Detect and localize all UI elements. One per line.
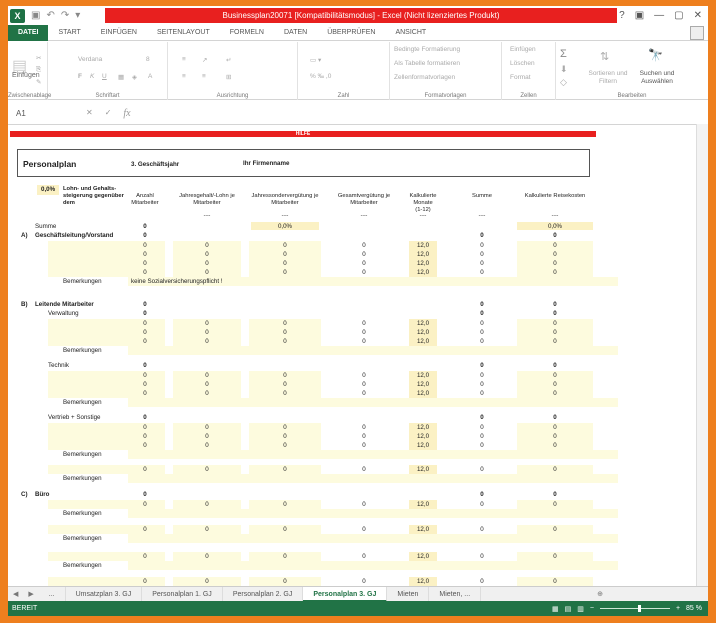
sheet-tab-personalplan-1[interactable]: Personalplan 1. GJ — [142, 587, 223, 602]
cell-salary[interactable]: 0 — [205, 328, 209, 336]
cell-sum: 0 — [480, 525, 484, 533]
close-icon[interactable]: ✕ — [693, 10, 702, 21]
cell-months[interactable]: 12,0 — [416, 268, 430, 276]
section-letter: A) — [21, 232, 28, 239]
help-icon[interactable]: ? — [619, 10, 625, 21]
group-label-editing: Bearbeiten — [617, 93, 647, 99]
cell-travel[interactable]: 0 — [553, 268, 557, 276]
remark-label: Bemerkungen — [63, 509, 102, 517]
prev-sheet-icon[interactable]: ◀ — [13, 591, 19, 598]
cell-bonus[interactable]: 0 — [283, 465, 287, 473]
subtotal-travel: 0 — [553, 414, 557, 421]
align-top-icon[interactable]: ≡ — [182, 56, 186, 63]
cell-bonus[interactable]: 0 — [283, 250, 287, 258]
fill-color-icon[interactable]: ◈ — [132, 74, 137, 81]
cell-sum: 0 — [480, 328, 484, 336]
zoom-level[interactable]: 85 % — [686, 605, 702, 612]
cell-travel[interactable]: 0 — [553, 432, 557, 440]
font-size-select[interactable]: 8 — [146, 56, 150, 63]
window-controls — [619, 6, 706, 25]
group-clipboard — [8, 42, 52, 100]
tab-data[interactable]: DATEN — [283, 28, 308, 36]
group-label-cells: Zellen — [520, 93, 537, 99]
group-label-styles: Formatvorlagen — [424, 93, 467, 99]
group-font — [48, 42, 168, 100]
enter-icon[interactable]: ✓ — [104, 107, 112, 117]
sheet-tab-mieten[interactable]: Mieten — [387, 587, 429, 602]
cell-salary[interactable]: 0 — [205, 432, 209, 440]
cell-sum: 0 — [480, 371, 484, 379]
page-title: Personalplan — [23, 159, 77, 169]
title-bar — [8, 6, 708, 25]
column-header: Jahressondervergütung je Mitarbeiter — [251, 193, 319, 206]
section-name: Büro — [35, 491, 50, 498]
cell-salary[interactable]: 0 — [205, 250, 209, 258]
cell-total: 0 — [362, 389, 366, 397]
cell-sum: 0 — [480, 423, 484, 431]
cell-bonus[interactable]: 0 — [283, 552, 287, 560]
italic-icon[interactable]: K — [90, 73, 95, 80]
font-color-icon[interactable]: A — [148, 73, 153, 80]
cell-sum: 0 — [480, 552, 484, 560]
cell-bonus[interactable]: 0 — [283, 525, 287, 533]
salary-increase-label: Lohn- und Gehalts-steigerung gegenüber dem — [63, 186, 124, 206]
status-bar — [8, 601, 708, 616]
cell-count[interactable]: 0 — [143, 250, 147, 258]
cell-bonus[interactable]: 0 — [283, 371, 287, 379]
cell-sum: 0 — [480, 250, 484, 258]
group-alignment — [168, 42, 298, 100]
subtotal-sum: 0 — [480, 414, 484, 421]
cell-months[interactable]: 12,0 — [416, 552, 430, 560]
cell-count[interactable]: 0 — [143, 432, 147, 440]
cell-months[interactable]: 12,0 — [416, 328, 430, 336]
format-painter-icon[interactable]: ✎ — [36, 79, 42, 86]
cell-salary[interactable]: 0 — [205, 268, 209, 276]
remark-label: Bemerkungen — [63, 450, 102, 458]
vertical-scrollbar[interactable] — [696, 124, 708, 586]
cell-total: 0 — [362, 552, 366, 560]
subgroup-label: Verwaltung — [48, 310, 79, 317]
cell-salary[interactable]: 0 — [205, 500, 209, 508]
cell-months[interactable]: 12,0 — [416, 259, 430, 267]
border-icon[interactable]: ▦ — [118, 74, 125, 81]
redo-icon[interactable]: ↷ — [60, 10, 70, 21]
cell-count[interactable]: 0 — [143, 241, 147, 249]
align-left-icon[interactable]: ≡ — [182, 73, 186, 80]
summe-travel-pct: 0,0% — [547, 223, 563, 230]
cell-count[interactable]: 0 — [143, 371, 147, 379]
remark-input-bg[interactable] — [128, 474, 618, 483]
insert-cells-button[interactable]: Einfügen — [510, 46, 536, 53]
sort-filter-button[interactable]: Sortieren und Filtern — [588, 70, 628, 85]
cell-travel[interactable]: 0 — [553, 250, 557, 258]
column-header: Gesamtvergütung je Mitarbeiter — [337, 193, 391, 206]
paste-button[interactable]: Einfügen — [12, 72, 40, 79]
column-header: Anzahl Mitarbeiter — [131, 193, 159, 206]
format-as-table-button[interactable]: Als Tabelle formatieren — [394, 60, 460, 67]
cell-sum: 0 — [480, 337, 484, 345]
cell-months[interactable]: 12,0 — [416, 500, 430, 508]
section-letter: C) — [21, 491, 28, 498]
name-box[interactable]: A1 — [16, 108, 26, 118]
ribbon — [8, 42, 708, 100]
cell-months[interactable]: 12,0 — [416, 525, 430, 533]
undo-icon[interactable]: ↶ — [46, 10, 55, 21]
cell-months[interactable]: 12,0 — [416, 380, 430, 388]
cell-travel[interactable]: 0 — [553, 328, 557, 336]
title-box — [17, 149, 590, 177]
group-cells — [502, 42, 556, 100]
cell-salary[interactable]: 0 — [205, 441, 209, 449]
cell-travel[interactable]: 0 — [553, 525, 557, 533]
cell-total: 0 — [362, 441, 366, 449]
cell-salary[interactable]: 0 — [205, 577, 209, 585]
cell-months[interactable]: 12,0 — [416, 250, 430, 258]
cell-sum: 0 — [480, 380, 484, 388]
cell-travel[interactable]: 0 — [553, 241, 557, 249]
cell-salary[interactable]: 0 — [205, 241, 209, 249]
cell-sum: 0 — [480, 241, 484, 249]
tab-view[interactable]: ANSICHT — [395, 28, 427, 36]
subtotal-sum: 0 — [480, 362, 484, 369]
next-sheet-icon[interactable]: ▶ — [28, 591, 34, 598]
cell-months[interactable]: 12,0 — [416, 432, 430, 440]
page-break-view-icon[interactable]: ▥ — [577, 605, 584, 613]
cell-months[interactable]: 12,0 — [416, 423, 430, 431]
column-dashes: ---- — [203, 213, 211, 219]
cell-sum: 0 — [480, 389, 484, 397]
cell-bonus[interactable]: 0 — [283, 328, 287, 336]
normal-view-icon[interactable]: ▦ — [551, 605, 559, 613]
cell-salary[interactable]: 0 — [205, 371, 209, 379]
tab-insert[interactable]: EINFÜGEN — [100, 28, 137, 36]
cell-count[interactable]: 0 — [143, 441, 147, 449]
fill-icon[interactable]: ⬇ — [560, 64, 568, 74]
merge-icon[interactable]: ⊞ — [226, 74, 232, 81]
cell-bonus[interactable]: 0 — [283, 432, 287, 440]
font-name-select[interactable]: Verdana — [78, 56, 103, 63]
worksheet-grid[interactable] — [8, 124, 696, 586]
cell-bonus[interactable]: 0 — [283, 441, 287, 449]
cell-travel[interactable]: 0 — [553, 259, 557, 267]
cell-total: 0 — [362, 250, 366, 258]
zoom-out-icon[interactable]: − — [589, 605, 594, 612]
zoom-slider[interactable] — [600, 608, 670, 609]
group-label-clipboard: Zwischenablage — [8, 93, 52, 99]
cell-sum: 0 — [480, 577, 484, 585]
section-letter: B) — [21, 301, 28, 308]
ribbon-display-icon[interactable]: ▣ — [634, 10, 645, 21]
number-format-select[interactable]: ▭ ▾ — [310, 57, 322, 64]
find-select-button[interactable]: Suchen und Auswählen — [639, 70, 675, 85]
cell-salary[interactable]: 0 — [205, 389, 209, 397]
subtotal-sum: 0 — [480, 232, 484, 239]
group-styles — [390, 42, 502, 100]
cell-total: 0 — [362, 577, 366, 585]
tab-page-layout[interactable]: SEITENLAYOUT — [156, 28, 210, 36]
underline-icon[interactable]: U — [102, 73, 107, 80]
customize-qat-icon[interactable]: ▾ — [75, 10, 81, 21]
sheet-tab-personalplan-2[interactable]: Personalplan 2. GJ — [223, 587, 304, 602]
cell-total: 0 — [362, 371, 366, 379]
cell-count[interactable]: 0 — [143, 389, 147, 397]
subtotal-count: 0 — [143, 310, 147, 317]
cell-total: 0 — [362, 337, 366, 345]
fiscal-year: 3. Geschäftsjahr — [131, 161, 180, 168]
remark-input-bg[interactable] — [128, 450, 618, 459]
cell-sum: 0 — [480, 319, 484, 327]
cell-sum: 0 — [480, 465, 484, 473]
cell-count[interactable]: 0 — [143, 525, 147, 533]
cell-total: 0 — [362, 259, 366, 267]
cell-bonus[interactable]: 0 — [283, 337, 287, 345]
subtotal-travel: 0 — [553, 491, 557, 498]
ready-status: BEREIT — [12, 605, 38, 612]
cell-travel[interactable]: 0 — [553, 423, 557, 431]
cell-bonus[interactable]: 0 — [283, 268, 287, 276]
cell-salary[interactable]: 0 — [205, 380, 209, 388]
remark-label: Bemerkungen — [63, 561, 102, 569]
cell-total: 0 — [362, 268, 366, 276]
column-dashes: ---- — [360, 213, 368, 219]
wrap-text-icon[interactable]: ↵ — [226, 57, 232, 64]
align-center-icon[interactable]: ≡ — [202, 73, 206, 80]
column-header: Summe — [472, 193, 492, 199]
summe-pct: 0,0% — [277, 223, 293, 230]
section-name: Geschäftsleitung/Vorstand — [35, 232, 114, 239]
conditional-format-button[interactable]: Bedingte Formatierung — [394, 46, 461, 53]
group-label-font: Schriftart — [95, 93, 120, 99]
window-title: Businessplan20071 [Kompatibilitätsmodus] - Excel (Nicht lizenziertes Produkt) — [105, 8, 617, 23]
cell-count[interactable]: 0 — [143, 319, 147, 327]
excel-logo-icon: X — [10, 9, 25, 23]
cell-travel[interactable]: 0 — [553, 319, 557, 327]
cell-travel[interactable]: 0 — [553, 337, 557, 345]
cell-bonus[interactable]: 0 — [283, 500, 287, 508]
group-number — [298, 42, 390, 100]
subtotal-count: 0 — [143, 491, 147, 498]
maximize-icon[interactable]: ▢ — [674, 10, 684, 21]
format-cells-button[interactable]: Format — [510, 74, 531, 81]
section-name: Leitende Mitarbeiter — [35, 301, 94, 308]
sheet-tabs-bar — [8, 586, 708, 601]
cell-styles-button[interactable]: Zellenformatvorlagen — [394, 74, 456, 81]
column-header: Kalkulierte Monate (1-12) — [409, 193, 437, 213]
cell-salary[interactable]: 0 — [205, 337, 209, 345]
cell-total: 0 — [362, 432, 366, 440]
cell-count[interactable]: 0 — [143, 423, 147, 431]
remark-input-bg[interactable] — [128, 346, 618, 355]
column-header: Jahresgehalt/-Lohn je Mitarbeiter — [179, 193, 235, 206]
add-sheet-icon[interactable]: ⊕ — [597, 591, 603, 598]
cell-salary[interactable]: 0 — [205, 423, 209, 431]
subtotal-travel: 0 — [553, 362, 557, 369]
cell-total: 0 — [362, 328, 366, 336]
company-name: Ihr Firmenname — [243, 160, 290, 167]
summe-value: 0 — [143, 223, 147, 230]
subtotal-count: 0 — [143, 232, 147, 239]
cell-bonus[interactable]: 0 — [283, 241, 287, 249]
cell-sum: 0 — [480, 500, 484, 508]
remark-input-bg[interactable] — [128, 509, 618, 518]
cell-salary[interactable]: 0 — [205, 525, 209, 533]
formula-controls — [68, 108, 131, 119]
cell-count[interactable]: 0 — [143, 577, 147, 585]
subtotal-sum: 0 — [480, 491, 484, 498]
quick-access-toolbar — [8, 6, 80, 25]
cell-total: 0 — [362, 241, 366, 249]
remark-input-bg[interactable] — [128, 561, 618, 570]
cell-total: 0 — [362, 500, 366, 508]
formula-bar — [8, 104, 708, 122]
cell-travel[interactable]: 0 — [553, 577, 557, 585]
summe-label: Summe — [35, 223, 57, 230]
cell-count[interactable]: 0 — [143, 268, 147, 276]
delete-cells-button[interactable]: Löschen — [510, 60, 535, 67]
column-dashes: ---- — [551, 213, 559, 219]
cell-salary[interactable]: 0 — [205, 319, 209, 327]
cell-bonus[interactable]: 0 — [283, 380, 287, 388]
column-header: Kalkulierte Reisekosten — [524, 193, 586, 199]
cell-travel[interactable]: 0 — [553, 380, 557, 388]
remark-label: Bemerkungen — [63, 534, 102, 542]
cell-sum: 0 — [480, 441, 484, 449]
cell-months[interactable]: 12,0 — [416, 577, 430, 585]
sort-filter-icon[interactable]: ⇅ — [600, 51, 610, 63]
autosum-icon[interactable]: Σ — [560, 48, 567, 60]
subtotal-travel: 0 — [553, 301, 557, 308]
help-banner[interactable]: HILFE — [10, 131, 596, 137]
cell-count[interactable]: 0 — [143, 380, 147, 388]
cell-travel[interactable]: 0 — [553, 465, 557, 473]
remark-input-bg[interactable] — [128, 534, 618, 543]
sheet-tab-umsatzplan-3[interactable]: Umsatzplan 3. GJ — [66, 587, 143, 602]
cell-total: 0 — [362, 380, 366, 388]
minimize-icon[interactable]: — — [654, 10, 665, 21]
cell-months[interactable]: 12,0 — [416, 441, 430, 449]
cell-sum: 0 — [480, 268, 484, 276]
cell-sum: 0 — [480, 432, 484, 440]
group-label-alignment: Ausrichtung — [216, 93, 249, 99]
bold-icon[interactable]: F — [78, 73, 82, 80]
subtotal-sum: 0 — [480, 301, 484, 308]
tab-formulas[interactable]: FORMELN — [229, 28, 264, 36]
cell-total: 0 — [362, 525, 366, 533]
group-editing — [556, 42, 708, 100]
cell-bonus[interactable]: 0 — [283, 577, 287, 585]
remark-label: Bemerkungen — [63, 474, 102, 482]
cancel-icon[interactable]: ✕ — [86, 107, 93, 117]
orientation-icon[interactable]: ↗ — [202, 57, 208, 64]
cell-salary[interactable]: 0 — [205, 259, 209, 267]
cell-salary[interactable]: 0 — [205, 465, 209, 473]
clear-icon[interactable]: ◇ — [560, 77, 567, 87]
subgroup-label: Vertrieb + Sonstige — [48, 414, 101, 421]
cell-count[interactable]: 0 — [143, 465, 147, 473]
salary-increase-pct[interactable]: 0,0% — [41, 186, 56, 193]
cell-travel[interactable]: 0 — [553, 500, 557, 508]
sheet-tab-more[interactable]: ... — [39, 587, 66, 602]
cell-total: 0 — [362, 319, 366, 327]
cell-count[interactable]: 0 — [143, 259, 147, 267]
cell-salary[interactable]: 0 — [205, 552, 209, 560]
cell-count[interactable]: 0 — [143, 337, 147, 345]
cell-total: 0 — [362, 465, 366, 473]
tab-start[interactable]: START — [58, 28, 81, 36]
cell-months[interactable]: 12,0 — [416, 319, 430, 327]
subtotal-count: 0 — [143, 414, 147, 421]
cell-travel[interactable]: 0 — [553, 371, 557, 379]
paste-icon[interactable]: ▤ — [12, 58, 28, 75]
ribbon-tabs — [8, 25, 708, 41]
subgroup-label: Technik — [48, 362, 69, 369]
cell-bonus[interactable]: 0 — [283, 259, 287, 267]
excel-window — [8, 6, 708, 616]
cell-months[interactable]: 12,0 — [416, 371, 430, 379]
fx-icon[interactable]: fx — [123, 107, 131, 119]
cell-count[interactable]: 0 — [143, 328, 147, 336]
account-icon[interactable] — [690, 26, 704, 40]
cell-bonus[interactable]: 0 — [283, 319, 287, 327]
column-dashes: ---- — [281, 213, 289, 219]
page-layout-view-icon[interactable]: ▤ — [564, 605, 572, 613]
cell-months[interactable]: 12,0 — [416, 337, 430, 345]
cut-icon[interactable]: ✂ — [36, 55, 42, 62]
remark-input-bg[interactable] — [128, 398, 618, 407]
find-icon[interactable]: 🔭 — [648, 48, 663, 62]
sheet-tab-mieten-2[interactable]: Mieten, ... — [429, 587, 481, 602]
cell-months[interactable]: 12,0 — [416, 389, 430, 397]
group-label-number: Zahl — [337, 93, 350, 99]
subtotal-sum: 0 — [480, 310, 484, 317]
cell-count[interactable]: 0 — [143, 500, 147, 508]
percent-icon[interactable]: % ‰ ,0 — [310, 73, 332, 80]
cell-count[interactable]: 0 — [143, 552, 147, 560]
column-dashes: ---- — [419, 213, 427, 219]
cell-bonus[interactable]: 0 — [283, 389, 287, 397]
cell-travel[interactable]: 0 — [553, 552, 557, 560]
remark-label: Bemerkungen — [63, 398, 102, 406]
tab-file[interactable]: DATEI — [8, 25, 48, 41]
zoom-in-icon[interactable]: + — [675, 605, 681, 612]
subtotal-count: 0 — [143, 301, 147, 308]
subtotal-travel: 0 — [553, 232, 557, 239]
cell-sum: 0 — [480, 259, 484, 267]
tab-review[interactable]: ÜBERPRÜFEN — [327, 28, 376, 36]
cell-total: 0 — [362, 423, 366, 431]
copy-icon[interactable]: ⎘ — [36, 66, 42, 73]
remark-label: Bemerkungen — [63, 346, 102, 354]
cell-bonus[interactable]: 0 — [283, 423, 287, 431]
remark-label: Bemerkungen — [63, 277, 102, 285]
subtotal-count: 0 — [143, 362, 147, 369]
cell-travel[interactable]: 0 — [553, 441, 557, 449]
save-icon[interactable]: ▣ — [31, 10, 41, 21]
zoom-controls — [552, 601, 702, 616]
remark-text[interactable]: keine Sozialversicherungspflicht ! — [131, 277, 223, 285]
column-dashes: ---- — [478, 213, 486, 219]
cell-months[interactable]: 12,0 — [416, 465, 430, 473]
cell-months[interactable]: 12,0 — [416, 241, 430, 249]
subtotal-travel: 0 — [553, 310, 557, 317]
sheet-tab-personalplan-3[interactable]: Personalplan 3. GJ — [303, 587, 387, 602]
cell-travel[interactable]: 0 — [553, 389, 557, 397]
